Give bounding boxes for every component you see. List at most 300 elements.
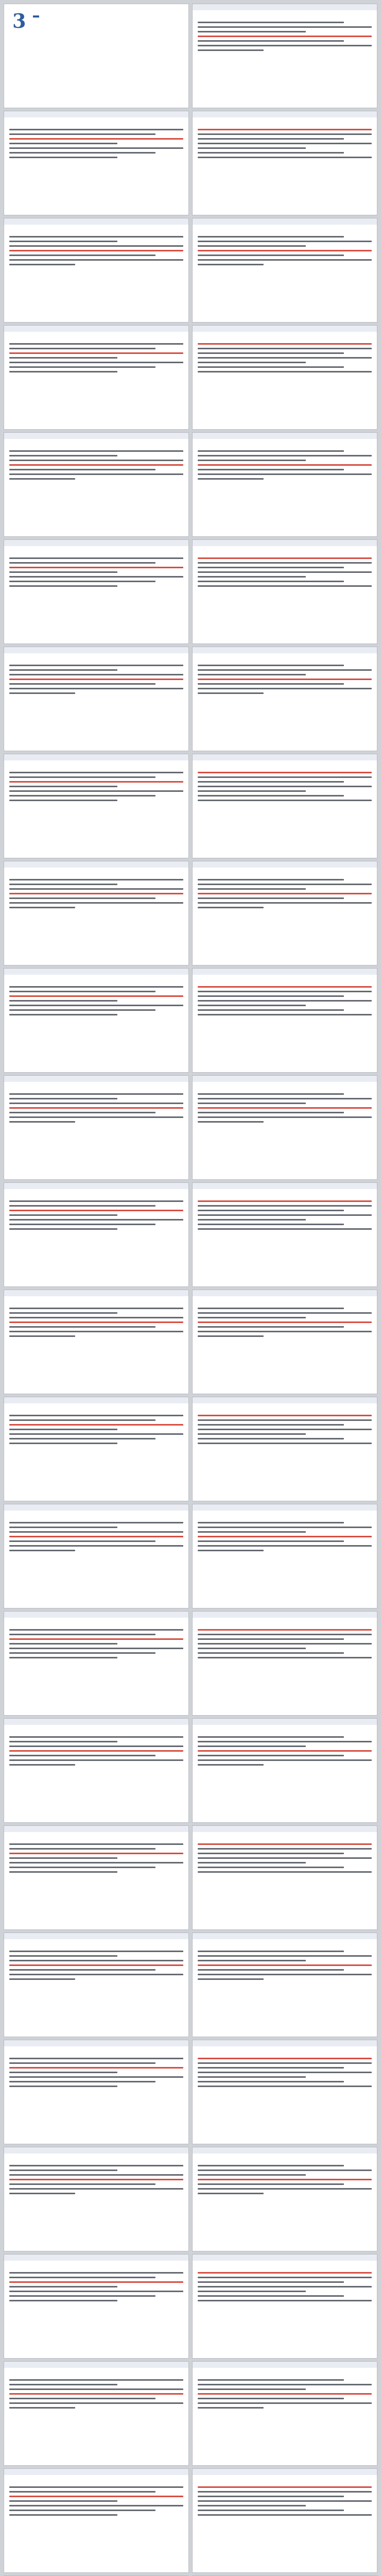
text-line (9, 2393, 183, 2395)
text-line (198, 2165, 344, 2166)
text-line (198, 460, 306, 461)
slide-body (198, 22, 372, 54)
text-line (198, 1200, 372, 1202)
content-slide (4, 1290, 188, 1394)
text-line (198, 581, 344, 582)
text-line (9, 1755, 155, 1756)
text-line (198, 357, 372, 359)
text-line (9, 143, 117, 144)
slide-header-bar (4, 2469, 188, 2475)
slide-body (9, 2272, 183, 2304)
text-line (9, 674, 183, 675)
text-line (198, 1536, 372, 1537)
text-line (9, 786, 117, 787)
text-line (198, 2402, 372, 2404)
text-line (198, 2505, 306, 2506)
text-line (198, 352, 344, 354)
text-line (9, 1210, 183, 1211)
text-line (9, 138, 183, 140)
text-line (9, 1103, 183, 1104)
text-line (9, 688, 183, 689)
content-slide (4, 1076, 188, 1179)
text-line (9, 1750, 183, 1752)
text-line (9, 469, 155, 470)
text-line (198, 1736, 344, 1738)
text-line (9, 907, 75, 908)
slide-header-bar (193, 218, 377, 225)
slide-body (198, 1308, 372, 1340)
text-line (9, 557, 183, 559)
text-line (198, 1540, 344, 1542)
slide-header-bar (4, 861, 188, 868)
text-line (198, 2067, 344, 2069)
content-slide (4, 2040, 188, 2144)
content-slide (193, 1504, 377, 1608)
text-line (198, 2281, 344, 2283)
text-line (198, 2491, 372, 2493)
text-line (9, 2398, 155, 2399)
text-line (198, 1629, 372, 1631)
text-line (9, 1643, 117, 1645)
slide-body (198, 2486, 372, 2519)
text-line (198, 366, 344, 368)
slide-header-bar (193, 754, 377, 760)
text-line (198, 1759, 372, 1761)
slide-body (198, 1629, 372, 1662)
text-line (198, 2398, 344, 2399)
text-line (198, 455, 372, 456)
text-line (198, 1955, 372, 1957)
slide-body (198, 1843, 372, 1876)
text-line (9, 2081, 155, 2082)
text-line (198, 250, 372, 251)
text-line (198, 991, 372, 992)
text-line (198, 1098, 372, 1099)
text-line (198, 129, 372, 130)
text-line (9, 1219, 183, 1221)
text-line (9, 2174, 183, 2176)
text-line (9, 1652, 155, 1654)
text-line (9, 245, 183, 247)
slide-header-bar (193, 1290, 377, 1296)
text-line (198, 1014, 372, 1015)
text-line (9, 2277, 155, 2278)
slide-body (198, 450, 372, 483)
text-line (9, 2179, 183, 2180)
text-line (9, 1871, 117, 1873)
text-line (9, 585, 117, 587)
text-line (198, 1527, 372, 1528)
text-line (9, 1648, 183, 1649)
slide-header-bar (193, 540, 377, 546)
slide-header-bar (193, 861, 377, 868)
content-slide (4, 218, 188, 322)
text-line (9, 1657, 117, 1658)
text-line (198, 1951, 344, 1952)
slide-header-bar (193, 2362, 377, 2368)
content-slide (193, 754, 377, 858)
slide-body (9, 1843, 183, 1876)
text-line (198, 679, 372, 680)
text-line (198, 1848, 372, 1850)
slide-body (9, 879, 183, 911)
slide-body (198, 879, 372, 911)
text-line (9, 2402, 183, 2404)
text-line (9, 2286, 117, 2287)
slide-body (9, 1200, 183, 1233)
text-line (9, 2510, 155, 2511)
text-line (9, 362, 183, 363)
text-line (198, 2058, 372, 2059)
text-line (9, 1550, 75, 1551)
content-slide (4, 1826, 188, 1929)
text-line (9, 1964, 183, 1966)
slide-body (9, 1093, 183, 1126)
content-slide (193, 1612, 377, 1715)
slide-header-bar (193, 1504, 377, 1511)
slide-body (9, 2165, 183, 2197)
text-line (9, 1224, 155, 1225)
text-line (9, 571, 117, 573)
text-line (198, 1853, 344, 1854)
text-line (198, 674, 306, 675)
text-line (198, 2086, 372, 2087)
text-line (9, 581, 155, 582)
text-line (9, 1536, 183, 1537)
text-line (198, 576, 306, 578)
text-line (198, 478, 264, 480)
slide-header-bar (193, 326, 377, 332)
text-line (198, 1429, 372, 1430)
slide-header-bar (193, 647, 377, 653)
text-line (9, 478, 75, 480)
text-line (9, 1098, 117, 1099)
text-line (9, 1424, 183, 1426)
text-line (9, 352, 183, 354)
content-slide (193, 2255, 377, 2358)
text-line (9, 897, 155, 899)
text-line (198, 157, 372, 158)
text-line (198, 2486, 372, 2488)
text-line (198, 897, 344, 899)
text-line (9, 893, 183, 894)
slide-header-bar (4, 326, 188, 332)
text-line (198, 1112, 344, 1113)
text-line (198, 585, 372, 587)
text-line (9, 460, 183, 461)
text-line (9, 776, 155, 778)
text-line (198, 1121, 264, 1123)
content-slide (4, 1183, 188, 1286)
text-line (198, 143, 372, 144)
text-line (9, 2407, 75, 2409)
text-line (198, 2174, 306, 2176)
text-line (198, 152, 344, 154)
text-line (198, 464, 372, 466)
text-line (198, 902, 372, 904)
text-line (198, 888, 306, 890)
text-line (9, 1321, 183, 1323)
text-line (198, 669, 372, 671)
text-line (9, 884, 117, 885)
text-line (9, 1419, 155, 1421)
text-line (198, 40, 344, 42)
text-line (198, 1308, 344, 1309)
text-line (9, 1438, 155, 1439)
text-line (198, 2379, 344, 2381)
content-slide (4, 754, 188, 858)
text-line (198, 241, 372, 242)
text-line (198, 255, 344, 256)
text-line (9, 2072, 117, 2073)
text-line (9, 2170, 117, 2171)
text-line (9, 357, 117, 359)
text-line (198, 1862, 306, 1863)
text-line (9, 2188, 183, 2190)
text-line (9, 2076, 183, 2078)
text-line (9, 1200, 183, 1202)
slide-header-bar (4, 1397, 188, 1403)
text-line (198, 1424, 344, 1426)
slide-body (198, 1093, 372, 1126)
text-line (9, 1308, 183, 1309)
slide-header-bar (4, 1504, 188, 1511)
text-line (9, 1741, 117, 1742)
text-line (9, 1736, 183, 1738)
text-line (198, 245, 306, 247)
slide-body (198, 1415, 372, 1447)
text-line (198, 469, 344, 470)
text-line (9, 1527, 117, 1528)
text-line (9, 986, 183, 988)
slide-header-bar (4, 969, 188, 975)
text-line (9, 264, 75, 265)
text-line (198, 800, 372, 801)
slide-header-bar (4, 2255, 188, 2261)
text-line (9, 781, 183, 783)
slide-header-bar (4, 1076, 188, 1082)
text-line (198, 907, 264, 908)
text-line (9, 2062, 155, 2064)
text-line (9, 2086, 117, 2087)
slide-header-bar (4, 1933, 188, 1939)
text-line (9, 1317, 183, 1318)
slide-header-bar (4, 2147, 188, 2154)
text-line (198, 893, 372, 894)
text-line (198, 1116, 372, 1118)
content-slide (193, 647, 377, 751)
content-slide (193, 2147, 377, 2251)
text-line (9, 2505, 183, 2506)
text-line (9, 795, 155, 796)
content-slide (193, 2469, 377, 2572)
text-line (198, 147, 306, 149)
content-slide (193, 2040, 377, 2144)
slide-body (198, 236, 372, 268)
slide-header-bar (193, 433, 377, 439)
text-line (198, 2514, 372, 2516)
content-slide (193, 1719, 377, 1822)
slide-body (9, 1951, 183, 1983)
text-line (9, 2272, 183, 2274)
slide-body (9, 450, 183, 483)
text-line (9, 1429, 117, 1430)
text-line (198, 1415, 372, 1416)
content-slide (193, 218, 377, 322)
text-line (9, 2379, 183, 2381)
slide-header-bar (4, 433, 188, 439)
text-line (9, 902, 183, 904)
text-line (9, 1331, 183, 1332)
text-line (198, 45, 372, 46)
text-line (9, 1634, 155, 1635)
text-line (198, 2300, 372, 2301)
text-line (198, 1214, 372, 1216)
content-slide (4, 1719, 188, 1822)
text-line (198, 2277, 372, 2278)
text-line (198, 1103, 306, 1104)
text-line (198, 1433, 306, 1435)
text-line (9, 1978, 75, 1980)
text-line (9, 473, 183, 475)
text-line (198, 1228, 372, 1230)
text-line (9, 2165, 183, 2166)
text-line (9, 343, 183, 345)
slide-body (9, 2379, 183, 2412)
text-line (9, 1433, 183, 1435)
text-line (198, 2295, 344, 2297)
text-line (198, 1531, 306, 1533)
text-line (9, 1951, 183, 1952)
content-slide (193, 111, 377, 215)
slide-body (198, 1951, 372, 1983)
text-line (198, 2183, 344, 2185)
text-line (198, 1443, 372, 1444)
text-line (9, 2486, 183, 2488)
content-slide (4, 1397, 188, 1501)
text-line (9, 576, 183, 578)
slide-body (9, 2486, 183, 2519)
text-line (198, 2384, 372, 2385)
text-line (9, 1121, 75, 1123)
content-slide (4, 326, 188, 429)
content-slide (193, 861, 377, 965)
content-slide (4, 647, 188, 751)
text-line (9, 1857, 117, 1859)
text-line (198, 1005, 306, 1006)
text-line (9, 679, 183, 680)
text-line (198, 1419, 372, 1421)
text-line (198, 571, 372, 573)
unit-number: 3 (12, 9, 26, 32)
slide-header-bar (4, 218, 188, 225)
text-line (198, 1648, 306, 1649)
text-line (198, 138, 344, 140)
text-line (9, 152, 155, 154)
content-slide (4, 2362, 188, 2465)
content-slide (193, 2362, 377, 2465)
text-line (9, 1009, 155, 1011)
text-line (9, 1214, 117, 1216)
text-line (9, 1312, 117, 1314)
text-line (9, 2193, 75, 2194)
content-slide (4, 2147, 188, 2251)
text-line (9, 157, 117, 158)
text-line (9, 133, 155, 135)
text-line (9, 147, 183, 149)
text-line (9, 888, 183, 890)
text-line (198, 1857, 372, 1859)
text-line (9, 1969, 155, 1971)
content-slide (4, 111, 188, 215)
content-slide (193, 1076, 377, 1179)
text-line (9, 1522, 183, 1523)
text-line (198, 343, 372, 345)
text-line (198, 36, 372, 37)
text-line (9, 2300, 117, 2301)
text-line (198, 567, 344, 568)
text-line (198, 2286, 372, 2287)
slide-body (198, 343, 372, 376)
text-line (9, 241, 117, 242)
slide-body (198, 1522, 372, 1554)
text-line (198, 665, 344, 666)
text-line (9, 2491, 155, 2493)
text-line (198, 1009, 344, 1011)
text-line (9, 455, 117, 456)
slide-header-bar (4, 2362, 188, 2368)
text-line (198, 362, 306, 363)
text-line (198, 1741, 372, 1742)
text-line (198, 1652, 344, 1654)
text-line (9, 1415, 183, 1416)
slide-header-bar (193, 4, 377, 10)
text-line (198, 2170, 372, 2171)
text-line (9, 1848, 155, 1850)
text-line (198, 49, 264, 51)
text-line (198, 1657, 372, 1658)
unit-label (33, 15, 39, 18)
content-slide (4, 969, 188, 1072)
text-line (9, 1093, 183, 1095)
text-line (9, 464, 183, 466)
text-line (198, 1317, 306, 1318)
text-line (198, 795, 344, 796)
slide-body (198, 1736, 372, 1769)
text-line (9, 1638, 183, 1640)
text-line (198, 688, 372, 689)
content-slide (193, 1933, 377, 2037)
slide-body (198, 772, 372, 804)
text-line (198, 371, 372, 372)
text-line (198, 2062, 372, 2064)
text-line (198, 1522, 344, 1523)
slide-header-bar (193, 2040, 377, 2046)
slide-header-bar (4, 1183, 188, 1189)
text-line (198, 1634, 372, 1635)
text-line (198, 2500, 372, 2502)
text-line (198, 31, 306, 32)
text-line (9, 1326, 155, 1328)
text-line (9, 1228, 117, 1230)
text-line (198, 2388, 306, 2390)
text-line (198, 236, 344, 238)
text-line (9, 1853, 183, 1854)
slide-body (9, 236, 183, 268)
text-line (198, 1871, 372, 1873)
text-line (198, 2393, 372, 2395)
text-line (9, 1107, 183, 1109)
